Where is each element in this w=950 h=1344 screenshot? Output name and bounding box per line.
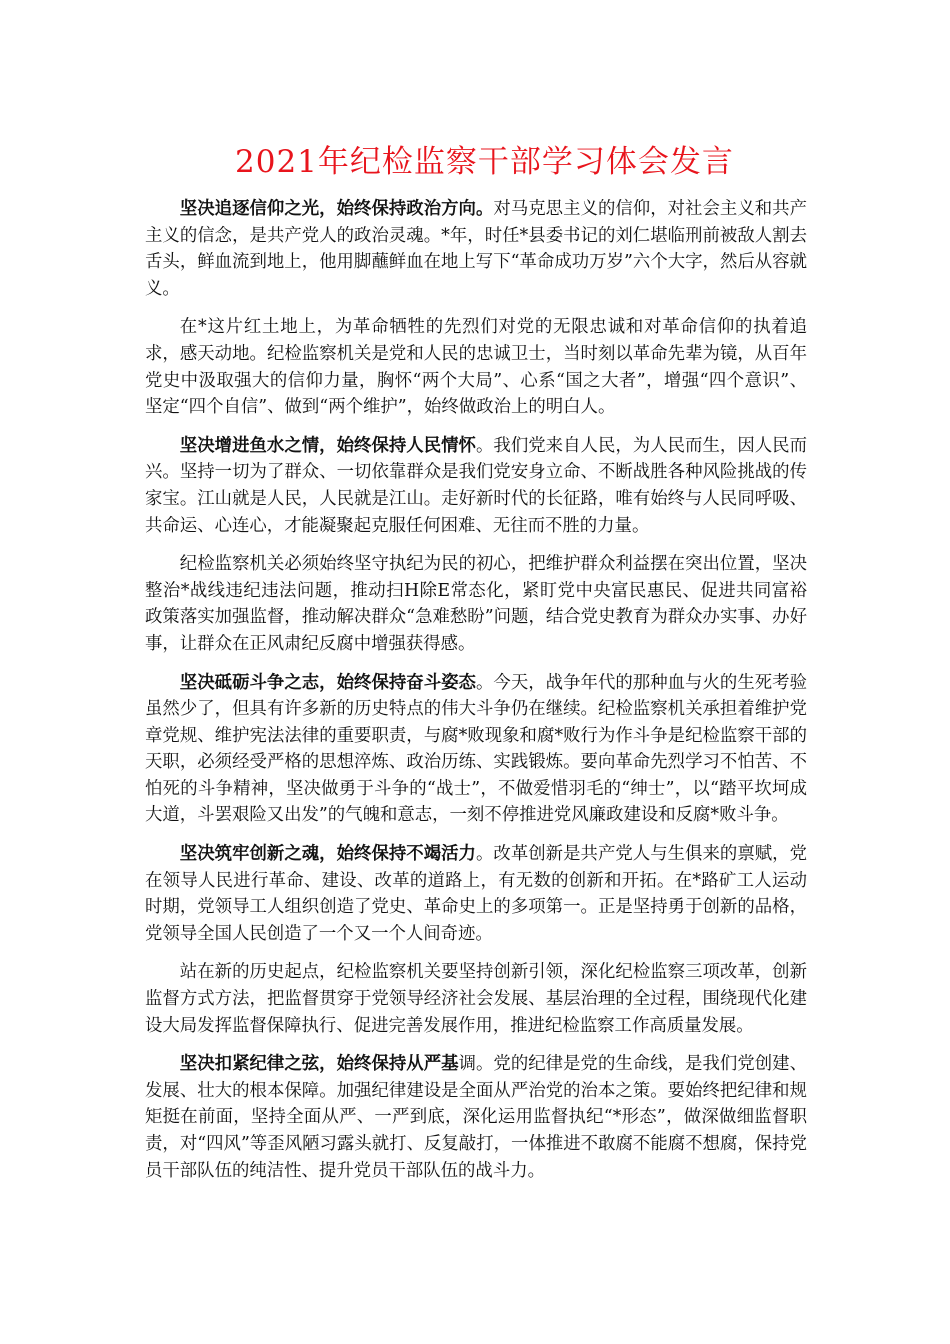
paragraph-3: [145, 433, 807, 539]
paragraph-text: 。改革创新是共产党人与生俱来的禀赋，党在领导人民进行革命、建设、改革的道路上，有无数的创新和开拓。在*路矿工人运动时期，党领导工人组织创造了党史、革命史上的多项第一。正是坚持勇于创新的品格，党领导全国人民创造了一个又一个人间奇迹。: [145, 844, 807, 944]
paragraph-lead: 坚决砥砺斗争之志，始终保持奋斗姿态: [179, 672, 476, 693]
paragraph-8: [145, 1051, 807, 1184]
paragraph-text: 。我们党来自人民，为人民而生，因人民而兴。坚持一切为了群众、一切依靠群众是我们党安身立命、不断战胜各种风险挑战的传家宝。江山就是人民，人民就是江山。走好新时代的长征路，唯有始终与人民同呼吸、共命运、心连心，才能凝聚起克服任何困难、无往而不胜的力量。: [145, 435, 807, 536]
document-title: 2021年纪检监察干部学习体会发言: [235, 144, 734, 180]
paragraph-text: 站在新的历史起点，纪检监察机关要坚持创新引领，深化纪检监察三项改革，创新监督方式方法，把监督贯穿于党领导经济社会发展、基层治理的全过程，围绕现代化建设大局发挥监督保障执行、促进完善发展作用，推进纪检监察工作高质量发展。: [145, 962, 807, 1036]
paragraph-text: 对马克思主义的信仰，对社会主义和共产主义的信念，是共产党人的政治灵魂。*年，时任*县委书记的刘仁堪临刑前被敌人割去舌头，鲜血流到地上，他用脚蘸鲜血在地上写下“革命成功万岁”六个大字，然后从容就义。: [145, 199, 807, 299]
paragraph-6: [145, 841, 807, 947]
paragraph-4: [145, 551, 807, 657]
paragraph-lead: 坚决筑牢创新之魂，始终保持不竭活力: [179, 844, 476, 865]
document-page: [145, 140, 807, 1196]
paragraph-lead: 坚决追逐信仰之光，始终保持政治方向。: [179, 199, 494, 219]
paragraph-lead: 坚决扣紧纪律之弦，始终保持从严基: [179, 1054, 459, 1075]
paragraph-text: 。今天，战争年代的那种血与火的生死考验虽然少了，但具有许多新的历史特点的伟大斗争仍在继续。纪检监察机关承担着维护党章党规、维护宪法法律的重要职责，与腐*败现象和腐*败行为作斗争是纪检监察干部的天职，必须经受严格的思想淬炼、政治历练、实践锻炼。要向革命先烈学习不怕苦、不怕死的斗争精神，坚决做勇于斗争的“战士”，不做爱惜羽毛的“绅士”，以“踏平坎坷成大道，斗罢艰险又出发”的气魄和意志，一刻不停推进党风廉政建设和反腐*败斗争。: [145, 672, 807, 826]
paragraph-2: [145, 314, 807, 420]
paragraph-text: 在*这片红土地上，为革命牺牲的先烈们对党的无限忠诚和对革命信仰的执着追求，感天动地。纪检监察机关是党和人民的忠诚卫士，当时刻以革命先辈为镜，从百年党史中汲取强大的信仰力量，胸怀“两个大局”、心系“国之大者”，增强“四个意识”、坚定“四个自信”、做到“两个维护”，始终做政治上的明白人。: [145, 317, 807, 418]
paragraph-text: 纪检监察机关必须始终坚守执纪为民的初心，把维护群众利益摆在突出位置，坚决整治*战线违纪违法问题，推动扫H除E常态化，紧盯党中央富民惠民、促进共同富裕政策落实加强监督，推动解决群众“急难愁盼”问题，结合党史教育为群众办实事、办好事，让群众在正风肃纪反腐中增强获得感。: [145, 554, 807, 654]
paragraph-1: [145, 196, 807, 302]
paragraph-text: 调。党的纪律是党的生命线，是我们党创建、发展、壮大的根本保障。加强纪律建设是全面从严治党的治本之策。要始终把纪律和规矩挺在前面，坚持全面从严、一严到底，深化运用监督执纪“*形态”，做深做细监督职责，对“四风”等歪风陋习露头就打、反复敲打，一体推进不敢腐不能腐不想腐，保持党员干部队伍的纯洁性、提升党员干部队伍的战斗力。: [145, 1054, 807, 1181]
paragraph-5: [145, 670, 807, 830]
paragraph-lead: 坚决增进鱼水之情，始终保持人民情怀: [179, 435, 476, 456]
paragraph-7: [145, 959, 807, 1039]
